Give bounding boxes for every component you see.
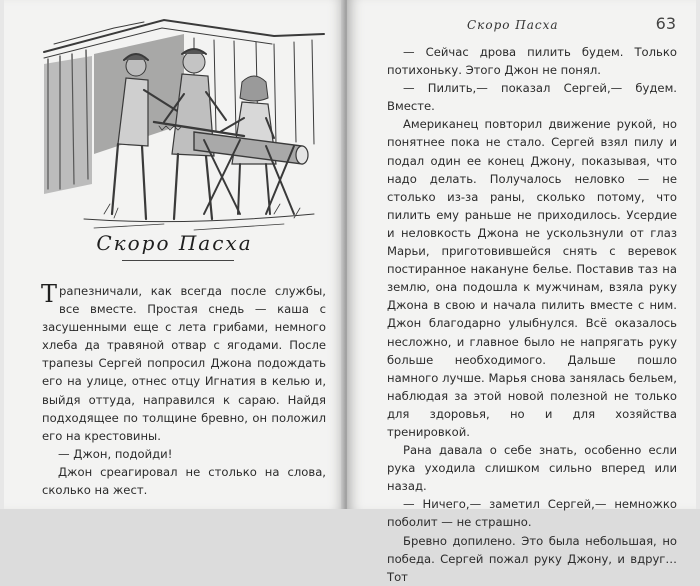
paragraph: — Джон, подойди! xyxy=(58,446,173,461)
paragraph: Джон среагировал не столько на слова, сколько на жест. xyxy=(42,464,326,498)
right-page-text xyxy=(387,43,677,586)
sketch-drawing xyxy=(44,14,324,239)
paragraph: Американец повторил движение рукой, но понятнее пока не стало. Сергей взял пилу и подал один ее конец Джону, показывая, что надо делать. Получалось неловко — не столько из-за раны, сколько потому, что пилить ему раньше не приходилось. Усердие и неловкость Джона не ускользнули от глаз Марьи, приготовившейся снять с веревок постиранное накануне белье. Поставив таз на землю, она подошла к мужчинам, взяла руку Джона в свою и начала пилить вместе с ним. Джон благодарно улыбнулся. Всё оказалось несложно, и главное было не напрягать руку больше необходимого. Дальше пошло намного лучше. Марья снова занялась бельем, наблюдая за этой новой полезной не только для здоровья, но и для хозяйства тренировкой. xyxy=(387,117,677,439)
running-head: Скоро Пасха xyxy=(467,18,559,32)
paragraph: — Ничего,— заметил Сергей,— немножко поболит — не страшно. xyxy=(387,497,677,530)
paragraph xyxy=(42,282,326,445)
drop-cap: Т xyxy=(41,280,58,308)
right-page xyxy=(347,0,696,584)
paragraph: — Пилить,— показал Сергей,— будем. Вместе. xyxy=(387,81,677,114)
paragraph: — Сейчас дрова пилить будем. Только потихоньку. Этого Джон не понял. xyxy=(387,45,677,78)
paragraph: Рана давала о себе знать, особенно если рука уходила слишком сильно вперед или назад. xyxy=(387,443,677,494)
left-page-text xyxy=(42,282,326,499)
title-underline xyxy=(122,260,234,261)
paragraph: Бревно допилено. Это была небольшая, но победа. Сергей пожал руку Джону, и вдруг… Тот xyxy=(387,533,677,584)
chapter-title: Скоро Пасха xyxy=(96,231,253,255)
left-page xyxy=(4,0,345,509)
sawing-illustration xyxy=(44,14,324,239)
paragraph-text: рапезничали, как всегда после службы, все вместе. Простая снедь — каша с засушенными еще с лета грибами, немного хлеба да травяной отвар с ягодами. После трапезы Сергей попросил Джона подождать его на улице, отнес отцу Игнатия в келью и, выйдя оттуда, направился к сараю. Найдя подходящее по толщине бревно, он положил его на крестовины. xyxy=(42,284,326,443)
page-number: 63 xyxy=(655,14,676,33)
